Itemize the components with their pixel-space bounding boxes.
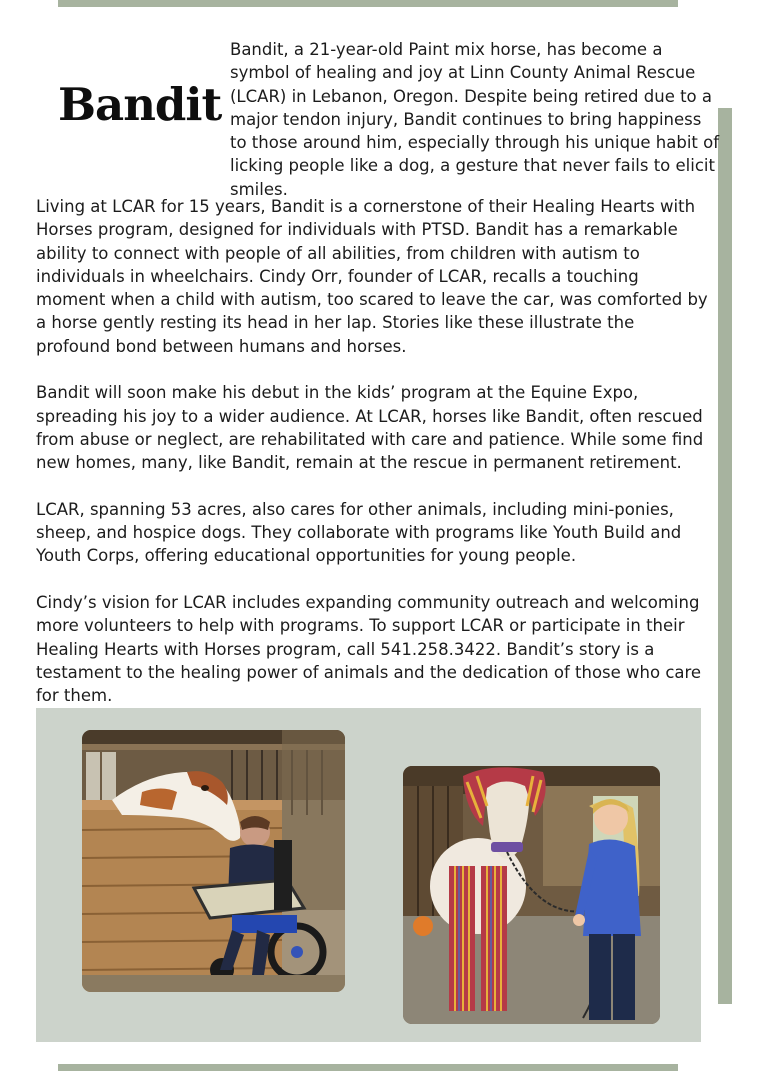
top-accent-bar <box>58 0 678 7</box>
paragraph-program: Living at LCAR for 15 years, Bandit is a cornerstone of their Healing Hearts with Horses program, designed for individuals with PTSD. Bandit has a remarkable ability to connect with people of all abilities, from children with autism to individuals in wheelchairs. Cindy Orr, founder of LCAR, recalls a touching moment when a child with autism, too scared to leave the car, was comforted by a horse gently resting its head in her lap. Stories like these illustrate the profound bond between humans and horses. <box>36 197 708 356</box>
bottom-accent-bar <box>58 1064 678 1071</box>
article-body <box>36 195 708 731</box>
paragraph-vision: Cindy’s vision for LCAR includes expanding community outreach and welcoming more volunteers to help with programs. To support LCAR or participate in their Healing Hearts with Horses program, call 541.258.3422. Bandit’s story is a testament to the healing power of animals and the dedication of those who care for them. <box>36 593 702 706</box>
photo-panel <box>36 708 701 1042</box>
intro-paragraph: Bandit, a 21-year-old Paint mix horse, has become a symbol of healing and joy at Linn County Animal Rescue (LCAR) in Lebanon, Oregon. Despite being retired due to a major tendon injury, Bandit continues to bring happiness to those around him, especially through his unique habit of licking people like a dog, a gesture that never fails to elicit smiles. <box>230 40 720 199</box>
photo-horse-wheelchair <box>82 730 345 992</box>
photo-horse-costume <box>403 766 660 1024</box>
paragraph-acreage: LCAR, spanning 53 acres, also cares for other animals, including mini-ponies, sheep, and hospice dogs. They collaborate with programs like Youth Build and Youth Corps, offering educational opportunities for young people. <box>36 499 682 566</box>
page-title: Bandit <box>58 78 222 131</box>
paragraph-expo: Bandit will soon make his debut in the kids’ program at the Equine Expo, spreading his joy to a wider audience. At LCAR, horses like Bandit, often rescued from abuse or neglect, are rehabilitated with care and patience. While some find new homes, many, like Bandit, remain at the rescue in permanent retirement. <box>36 383 704 473</box>
side-accent-bar <box>718 108 732 1004</box>
